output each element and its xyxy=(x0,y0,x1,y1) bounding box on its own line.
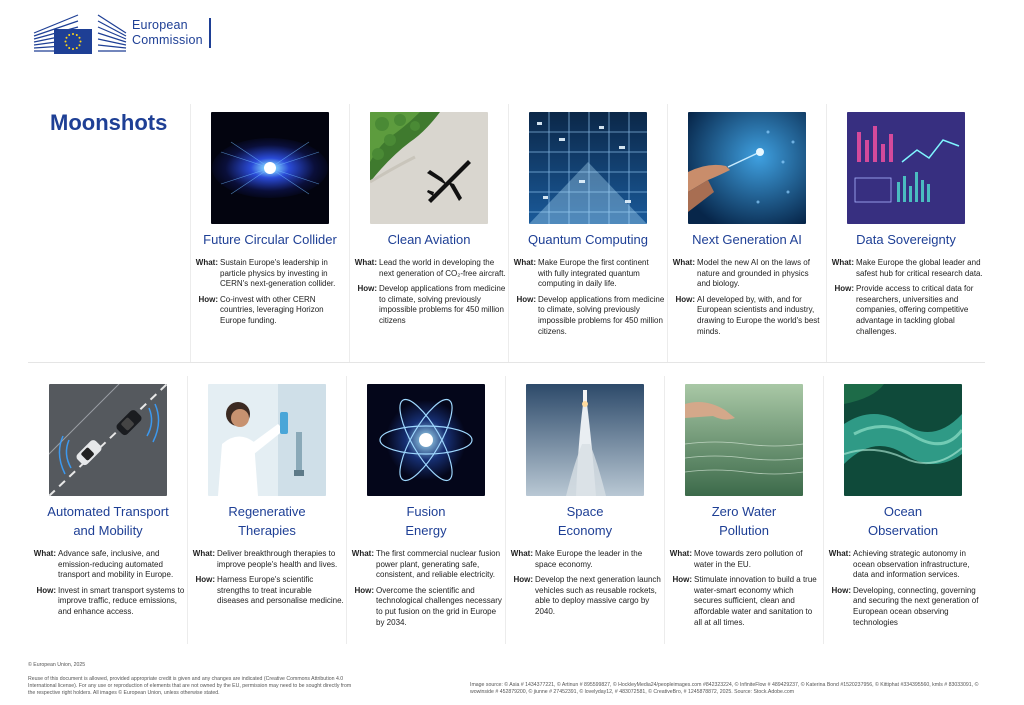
how-label: How: xyxy=(513,575,533,585)
how-label: How: xyxy=(831,585,851,595)
moonshot-card-regenerative-therapies xyxy=(187,376,346,644)
ec-logo xyxy=(32,8,211,58)
particle-collision-icon xyxy=(211,112,329,224)
moonshot-description xyxy=(667,549,821,628)
title-line1: Automated Transport xyxy=(47,504,169,519)
how-label: How: xyxy=(195,575,215,585)
moonshot-card-fusion-energy xyxy=(346,376,505,644)
title-line2: and Mobility xyxy=(73,523,143,538)
what-text: Make Europe the leader in the space economy. xyxy=(535,549,643,569)
moonshot-title xyxy=(667,502,821,540)
how-text: Develop applications from medicine to climate, solving previously impossible problems for 450 million citizens. xyxy=(538,294,665,336)
title-line1: Regenerative xyxy=(228,504,306,519)
what-text: Deliver breakthrough therapies to improve people's health and lives. xyxy=(217,549,338,569)
what-label: What: xyxy=(510,549,533,558)
how-text: Developing, connecting, governing and securing the next generation of European ocean observing technologies xyxy=(853,585,979,627)
moonshot-description xyxy=(31,549,185,618)
footer-copyright: © European Union, 2025 xyxy=(28,662,86,668)
how-text: Provide access to critical data for researchers, universities and companies, offering competitive advantage in tackling global challenges. xyxy=(856,284,974,336)
what-label: What: xyxy=(195,258,218,267)
what-label: What: xyxy=(669,549,692,558)
moonshot-title: Data Sovereignty xyxy=(856,232,956,247)
how-text: Harness Europe's scientific strengths to treat incurable diseases and personalise medicine. xyxy=(217,575,344,606)
row-divider xyxy=(28,362,985,363)
what-label: What: xyxy=(354,258,377,267)
title-line2: Therapies xyxy=(238,523,296,538)
what-label: What: xyxy=(33,549,56,558)
moonshots-row-1 xyxy=(190,104,985,362)
moonshot-card-next-generation-ai xyxy=(667,104,826,362)
moonshot-title xyxy=(349,502,503,540)
moonshot-title: Next Generation AI xyxy=(692,232,802,247)
how-text: Develop the next generation launch vehicles such as reusable rockets, able to deploy massive cargo by 2040. xyxy=(535,575,661,616)
page-title: Moonshots xyxy=(50,110,168,135)
quantum-chip-icon xyxy=(529,112,647,224)
ec-logo-text xyxy=(132,18,211,48)
rocket-launch-icon xyxy=(526,384,644,496)
airplane-icon xyxy=(370,112,488,224)
moonshot-card-space-economy xyxy=(505,376,664,644)
how-label: How: xyxy=(675,294,695,304)
moonshot-card-quantum-computing xyxy=(508,104,667,362)
moonshot-title: Clean Aviation xyxy=(387,232,471,247)
ai-hand-icon xyxy=(688,112,806,224)
what-label: What: xyxy=(192,549,215,558)
what-text: Make Europe the first continent with fully integrated quantum computing in daily life. xyxy=(538,258,649,289)
moonshot-title xyxy=(508,502,662,540)
what-text: The first commercial nuclear fusion power plant, generating safe, consistent, and reliable electricity. xyxy=(376,549,501,580)
what-label: What: xyxy=(831,258,854,267)
how-label: How: xyxy=(516,294,536,304)
moonshot-title: Quantum Computing xyxy=(528,232,648,247)
what-label: What: xyxy=(513,258,536,267)
moonshot-description xyxy=(826,549,980,628)
moonshot-card-automated-transport xyxy=(28,376,187,644)
moonshot-card-data-sovereignty xyxy=(826,104,985,362)
moonshot-description xyxy=(352,258,506,327)
how-text: Overcome the scientific and technological challenges necessary to put fusion on the grid in Europe by 2034. xyxy=(376,585,502,627)
how-label: How: xyxy=(354,585,374,595)
how-text: Invest in smart transport systems to improve traffic, reduce emissions, and enhance access. xyxy=(58,585,185,616)
title-line1: Fusion xyxy=(406,504,446,519)
how-label: How: xyxy=(36,585,56,595)
how-text: Stimulate innovation to build a true water-smart economy which secures sufficient, clean and affordable water and sanitation to all at all times. xyxy=(694,575,817,627)
moonshot-description xyxy=(670,258,824,337)
moonshot-description xyxy=(508,549,662,618)
moonshot-title xyxy=(31,502,185,540)
moonshot-card-ocean-observation xyxy=(823,376,982,644)
ocean-aerial-icon xyxy=(844,384,962,496)
what-label: What: xyxy=(672,258,695,267)
what-text: Move towards zero pollution of water in the EU. xyxy=(694,549,803,569)
title-line2: Energy xyxy=(405,523,447,538)
moonshot-description xyxy=(829,258,983,337)
moonshot-card-future-circular-collider xyxy=(190,104,349,362)
what-label: What: xyxy=(351,549,374,558)
how-label: How: xyxy=(198,294,218,304)
what-text: Achieving strategic autonomy in ocean observation infrastructure, data and information services. xyxy=(853,549,970,580)
moonshot-card-clean-aviation xyxy=(349,104,508,362)
water-hand-icon xyxy=(685,384,803,496)
moonshot-description xyxy=(511,258,665,337)
org-line2: Commission xyxy=(132,33,203,47)
autonomous-car-icon xyxy=(49,384,167,496)
title-line2: Observation xyxy=(867,523,939,538)
footer-reuse-notice: Reuse of this document is allowed, provided appropriate credit is given and any changes are indicated (Creative Commons Attribution 4.0 International license). For any use or reproduction of elements that are not owned by the EU, permission may need to be sought directly from the respective right holders. All images © European Union, unless otherwise stated. xyxy=(28,676,352,696)
scientist-lab-icon xyxy=(208,384,326,496)
what-text: Make Europe the global leader and safest hub for critical research data. xyxy=(856,258,983,278)
what-text: Lead the world in developing the next generation of CO₂-free aircraft. xyxy=(379,258,506,278)
what-label: What: xyxy=(828,549,851,558)
org-line1: European xyxy=(132,18,188,32)
how-label: How: xyxy=(672,575,692,585)
moonshot-description xyxy=(193,258,347,327)
moonshot-title: Future Circular Collider xyxy=(203,232,337,247)
how-label: How: xyxy=(357,284,377,294)
ec-logo-mark xyxy=(32,9,128,57)
moonshot-description xyxy=(349,549,503,628)
moonshot-description xyxy=(190,549,344,607)
how-text: AI developed by, with, and for European scientists and industry, drawing to Europe the world's best minds. xyxy=(697,294,820,336)
moonshot-card-zero-water-pollution xyxy=(664,376,823,644)
eu-flag-icon xyxy=(54,29,92,54)
footer-legal xyxy=(28,662,358,697)
what-text: Model the new AI on the laws of nature and grounded in physics and biology. xyxy=(697,258,810,289)
title-line1: Ocean xyxy=(883,504,923,519)
how-text: Develop applications from medicine to climate, solving previously impossible problems for 450 million citizens xyxy=(379,284,506,325)
moonshot-title xyxy=(190,502,344,540)
atom-icon xyxy=(367,384,485,496)
how-text: Co-invest with other CERN countries, leveraging Horizon Europe funding. xyxy=(220,294,324,325)
footer-image-source: Image source: © Asia # 1434377221, © Artinun # 895599827, © HockleyMedia24/peopleimages.com #842323224, © InfiniteFlow # 489429237, © Katerina Bond #1520237956, © Kittiphat #334395560, kmls # 83033091, © wowinside # 452879200, © jiunne # 27452391, © lovelyday12, # 483072581, © CreativeBro, # 1245878872, 2025. Source: Stock.Adobe.com xyxy=(470,682,979,695)
title-line2: Pollution xyxy=(719,523,769,538)
moonshot-title xyxy=(826,502,980,540)
data-dashboard-icon xyxy=(847,112,965,224)
moonshots-row-2 xyxy=(28,376,985,644)
what-text: Sustain Europe's leadership in particle physics by investing in CERN's next-generation collider. xyxy=(220,258,336,289)
how-label: How: xyxy=(834,284,854,294)
title-line1: Zero Water xyxy=(711,504,777,519)
title-line2: Economy xyxy=(557,523,613,538)
title-line1: Space xyxy=(566,504,604,519)
what-text: Advance safe, inclusive, and emission-reducing automated transport and mobility in Europe. xyxy=(58,549,174,580)
